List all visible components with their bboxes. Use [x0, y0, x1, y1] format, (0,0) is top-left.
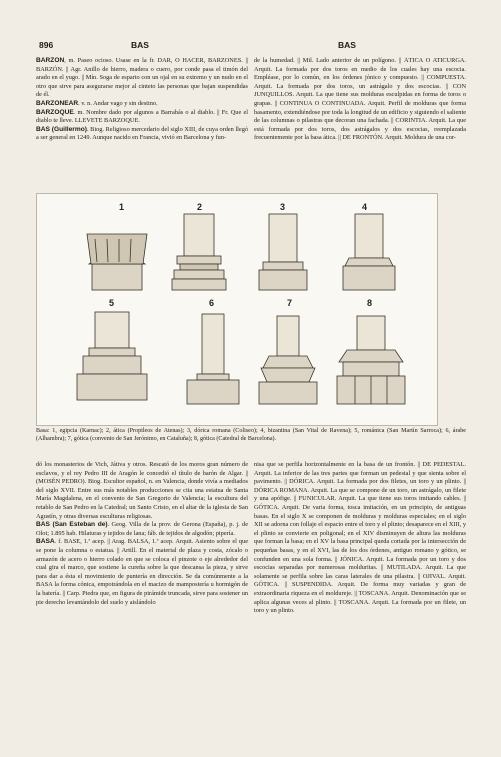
entry: BAS (San Esteban de). Geog. Villa de la prov. de Gerona (España), p. j. de Olot; 1.895 hab. Hilaturas y tejidos de lana; fáb. de tejidos de algodón; pipería.: [36, 521, 248, 537]
entry: dó los monasterios de Vich, Játiva y otros. Rescató de los moros gran número de esclavos, y el rey Pedro III de Aragón le concedió el título de barón de Algar. || (MOSÉN PEDRO). Biog. Escultor español, n. en Valencia, donde vivía a mediados del siglo XVII. Entre sus más notables producciones se cita una estatua de Santa María Magdalena, en el convento de San Gregorio de Valencia; la escultura del retablo de San Pedro en la Catedral; un Santo Cristo, en el altar de la iglesia de San Agustín, y otras diversas esculturas religiosas.: [36, 461, 248, 520]
figure-basas: [36, 193, 438, 426]
running-head-left: BAS: [131, 40, 149, 50]
page-number: 896: [39, 40, 54, 50]
figure-label-7: 7: [287, 298, 293, 308]
basa-4-drawing: [343, 214, 395, 290]
figure-illustration: [37, 194, 437, 425]
entry: BARZÓN, m. Paseo ocioso. Usase en la fr. DAR, O HACER, BARZONES. || BARZÓN. || Agr. Anillo de hierro, madera o cuero, por conde pasa el timón del arado en el yugo. || Mín. Soga de esparto con un ojal en su extremo y un nudo en el otro que sirve para asegurarse mejor al cinteto las personas que bajan suspendidas de él.: [36, 57, 248, 99]
running-head-right: BAS: [338, 40, 356, 50]
entry: BARZONEAR. v. n. Andar vago y sin destino.: [36, 99, 158, 107]
figure-label-1: 1: [119, 202, 125, 212]
figure-caption: Basa: 1, egipcia (Karnac); 2, ática (Propileos de Atenas); 3, dórica romana (Coliseo); 4, bizantina (San Vital de Ravena); 5, románica (San Martín Sarroca); 6, árabe (Alhambra); 7, gótica (convento de San Jerónimo, en Cataluña); 8, gótica (Catedral de Barcelona).: [36, 428, 466, 443]
column-top-left: [36, 57, 248, 192]
page-header: [0, 40, 501, 52]
basa-6-drawing: [187, 314, 239, 404]
column-top-right: [254, 57, 466, 192]
basa-8-drawing: [337, 316, 405, 404]
basa-1-drawing: [87, 234, 147, 290]
figure-label-8: 8: [367, 298, 373, 308]
figure-label-6: 6: [209, 298, 215, 308]
basa-2-drawing: [172, 214, 226, 290]
basa-3-drawing: [259, 214, 307, 290]
column-bottom-right: [254, 461, 466, 737]
entry: BARZOQUE. m. Nombre dado por algunos a Barrabás o al diablo. || Fr. Que el diablo te lleve. LLEVETE BARZOQUE.: [36, 108, 248, 125]
figure-label-2: 2: [197, 202, 203, 212]
entry: BASA. f. BASE, 1.ª acep. || Arag. BALSA, 1.ª acep. Arquit. Asiento sobre el que se pone la columna o estatua. || Artill. En el material de plaza y costa, zócalo o armazón de acero o hierro colado en que se coloca el pinzote o eje alrededor del cual gira el marco, que sostiene la cureña sobre la que descansa la pieza, y sirve para dar a ésta el movimiento de puntería en dirección. Se da comúnmente a la BASA la forma cónica, empotrándola en el macizo de mampostería u hormigón de la batería. || Carp. Piedra que, en figura de pirámide truncada, sirve para sostener un pie derecho levantándolo del suelo y aislándolo: [36, 538, 248, 606]
figure-label-3: 3: [280, 202, 286, 212]
entry: de la humedad. || Mil. Lado anterior de un polígono. || ÁTICA O ATICURGA. Arquit. La formada por dos toros en medio de los cuales hay una escocia. Empléase, por lo común, en los órdenes jónico y compuesto. || COMPUESTA. Arquit. La formada por dos toros, un astrágalo y dos escocias. || CON JUNQUILLOS. Arquit. La que tiene sus molduras esculpidas en forma de toros o grapas. || CONTINUA O CONTINUADA. Arquit. Perfil de molduras que forma basamento, extendiéndose por toda la longitud de un edificio y siguiendo el saliente de las columnas o pilastras que decoran una fachada. || CORINTIA. Arquit. La que está formada por dos toros, dos astrágalos y dos escocias, reemplazada frecuentemente por la basa ática. || DE FRONTÓN. Arquit. Moldura de una cor-: [254, 57, 466, 142]
entry: nisa que se perfila horizontalmente en la basa de un frontón. || DE PEDESTAL. Arquit. La inferior de las tres partes que forman un pedestal y que sienta sobre el pavimento. || DÓRICA. Arquit. La formada por dos filetes, un toro y un plinto. || DÓRICA ROMANA. Arquit. La que se compone de un toro, un astrágalo, un filete y una apófige. || FUNICULAR. Arquit. La que tiene sus toros imitando cables. || GÓTICA. Arquit. De varia forma, tosca imitación, en un principio, de antiguas basas. En el siglo X se componen de molduras y molduras especiales; en el siglo XII se adorna con follaje el espacio entre el toro y el plinto; desaparece en el XIII, y el plinto se convierte en poligonal; en el XIV disminuyen de altura las molduras que forman la basa; en el XV la basa principal queda cortada por la intersección de pequeñas basas, y en el XVI, las de los dos órdenes, antiguo romano y gótico, se confunden en una sola forma. || JÓNICA. Arquit. La formada por un toro y dos escocias separadas por numerosas molduritas. || MUTILADA. Arquit. La que solamente se perfila sobre las caras laterales de una pilastra. || OJIVAL. Arquit. GÓTICA. || SUSPENDIDA. Arquit. De forma muy variadas y gran de extraordinaria riqueza en el moldureje. || TOSCANA. Arquit. Denominación que se aplica algunas veces al plinto. || TOSCANA. Arquit. La formada por un filete, un toro y un plinto.: [254, 461, 466, 615]
column-bottom-left: [36, 461, 248, 737]
basa-5-drawing: [77, 312, 147, 400]
entry: BAS (Guillermo). Biog. Religioso mercedario del siglo XIII, de cuya orden llegó a ser general en 1249. Aunque nacido en Francia, vivió en Barcelona y fun-: [36, 125, 248, 142]
figure-label-4: 4: [362, 202, 368, 212]
figure-label-5: 5: [109, 298, 115, 308]
basa-7-drawing: [259, 316, 317, 404]
